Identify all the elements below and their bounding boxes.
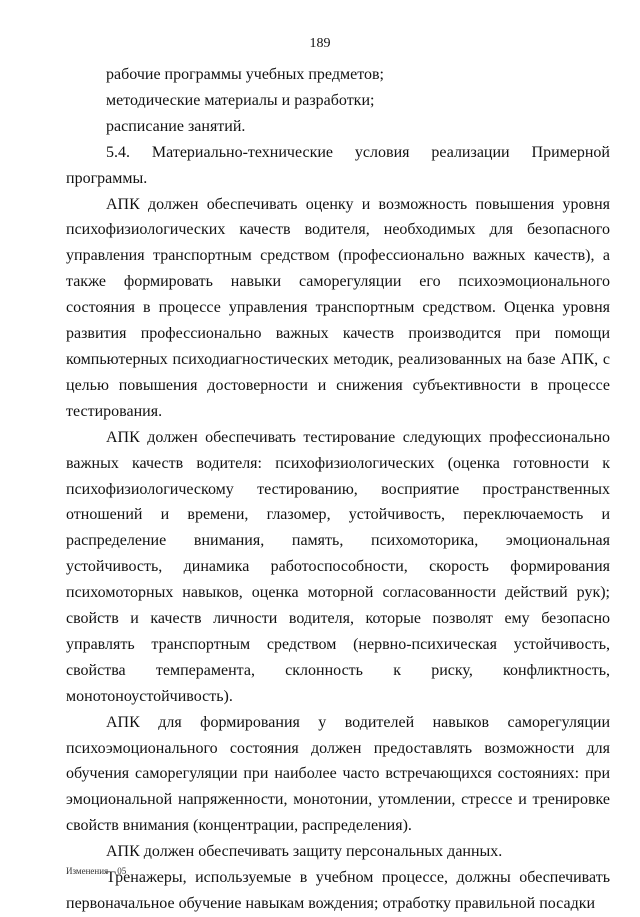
paragraph-apk-assessment: АПК должен обеспечивать оценку и возможность повышения уровня психофизиологических качеств водителя, необходимых для безопасного управления транспортным средством (профессионально важных качеств), а также формировать навыки саморегуляции его психоэмоционального состояния в процессе управления транспортным средством. Оценка уровня развития профессионально важных качеств производится при помощи компьютерных психодиагностических методик, реализованных на базе АПК, с целью повышения достоверности и снижения субъективности в процессе тестирования.: [66, 195, 610, 420]
paragraph-apk-testing: АПК должен обеспечивать тестирование следующих профессионально важных качеств водителя: психофизиологических (оценка готовности к психофизиологическому тестированию, восприятие пространственных отношений и времени, глазомер, устойчивость, переключаемость и распределение внимания, память, психомоторика, эмоциональная устойчивость, динамика работоспособности, скорость формирования психомоторных навыков, оценка моторной согласованности действий рук); свойств и качеств личности водителя, которые позволят ему безопасно управлять транспортным средством (нервно-психическая устойчивость, свойства темперамента, склонность к риску, конфликтность, монотоноустойчивость).: [66, 428, 610, 705]
footer-revision: Изменения – 05: [66, 866, 127, 876]
paragraph-apk-data-protection: АПК должен обеспечивать защиту персональных данных.: [106, 843, 503, 861]
paragraph-simulators: Тренажеры, используемые в учебном процессе, должны обеспечивать первоначальное обучение навыкам вождения; отработку правильной посадки: [66, 869, 610, 912]
list-item-work-programs: рабочие программы учебных предметов;: [106, 66, 384, 83]
section-heading-5-4: 5.4. Материально-технические условия реализации Примерной программы.: [66, 143, 610, 187]
list-item-schedule: расписание занятий.: [106, 117, 246, 135]
page-number: 189: [309, 36, 331, 51]
paragraph-apk-self-regulation: АПК для формирования у водителей навыков саморегуляции психоэмоционального состояния должен предоставлять возможности для обучения саморегуляции при наиболее часто встречающихся состояниях: при эмоциональной напряженности, монотонии, утомлении, стрессе и тренировке свойств внимания (концентрации, распределения).: [66, 713, 610, 835]
list-item-methodical-materials: методические материалы и разработки;: [106, 91, 375, 109]
document-body: [66, 62, 610, 917]
